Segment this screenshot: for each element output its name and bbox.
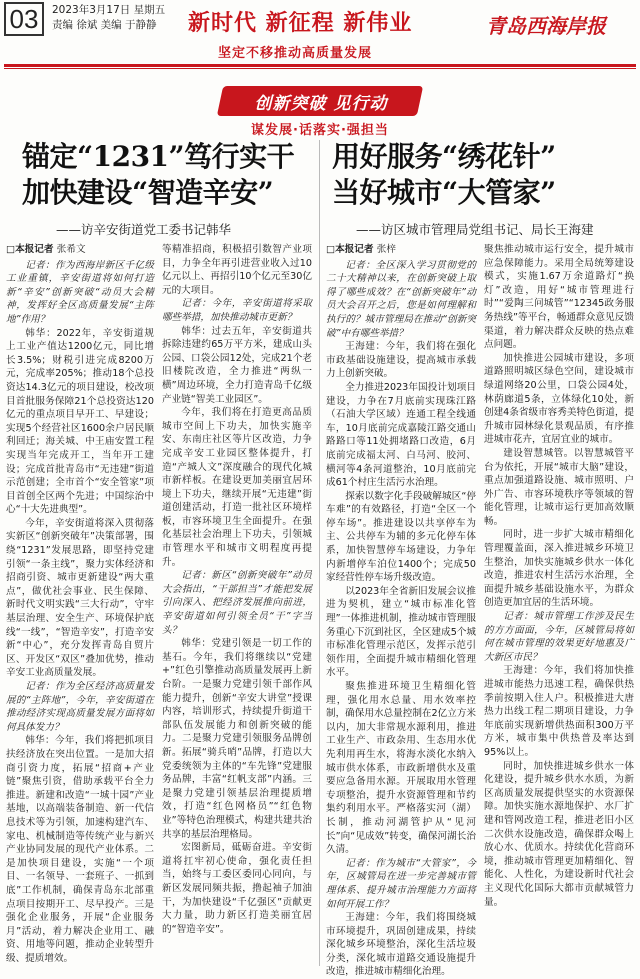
paragraph: 今年，辛安街道将深入贯彻落实新区“创新突破年”决策部署，围绕“1231”发展思路，即坚持党建引领“一条主线”，聚力实体经济和招商引资、城市更新建设“两大重点”，做优社会事业、民生保障、新时代文明实践“三大行动”，守牢基层治理、安全生产、环境保护底线“一线”，“智造辛安”，打造辛安新“中心”，充分发挥青岛自贸片区、开发区“双区”叠加优势，推动辛安工业高质量发展。 (6, 517, 154, 679)
paragraph: 探索以数字化手段破解城区“停车难”的有效路径，打造“全区一个停车场”。推进建设以共享停车为主、公共停车为辅的多元化停车体系，加快智慧停车场建设，力争年内新增停车泊位1400个；完成50家经营性停车场升级改造。 (326, 490, 476, 584)
paragraph: 记者：全区深入学习贯彻党的二十大精神以来，在创新突破上取得了哪些成效？在“创新突破年”动员大会召开之后，您是如何理解和执行的？城市管理局在推动“创新突破”中有哪些举措？ (326, 259, 476, 339)
paragraph: 记者：新区“创新突破年”动员大会指出，“干部担当”才能把发展引向深入、把经济发展推向前进，辛安街道如何引领全员“干”字当头？ (162, 570, 312, 636)
issue-meta (52, 3, 165, 33)
paragraph: 同时，加快推进城乡供水一体化建设，提升城乡供水水质，为新区高质量发展提供坚实的水资源保障。加快实施水源地保护、水厂扩建和管网改造工程，推进老旧小区二次供水设施改造，确保群众喝上放心水、优质水。持续优化营商环境，推动城市管理更加精细化、智能化、人性化，为建设新时代社会主义现代化国际大都市贡献城管力量。 (484, 760, 634, 908)
right-subheadline: ——访区城市管理局党组书记、局长王海建 (356, 222, 594, 237)
column-banner-title: 创新突破 见行动 (254, 94, 388, 114)
page-number: 03 (4, 2, 44, 36)
paragraph: 记者：作为城市“大管家”，今年，区城管局在进一步完善城市管理体系、提升城市治理能力方面将如何开展工作？ (326, 857, 476, 910)
date-line: 2023年3月17日 星期五 (52, 4, 166, 16)
paragraph: 宏图新局，砥砺奋进。辛安街道将扛牢初心使命，强化责任担当，始终与工委区委同心同向，与新区发展同频共振，撸起袖子加油干，为加快建设“千亿强区”贡献更大力量，助力新区打造美丽宜居的“智造辛安”。 (162, 842, 312, 935)
article-divider (319, 140, 320, 966)
paragraph: 韩华：今年，我们将把抓项目扶经济放在突出位置。一是加大招商引资力度，拓展“招商+产业链”聚焦引资，借助承载平台全力推进。新建和改造“一城十园”产业基地，以高端装备制造、新一代信息技术等为引领，加速构建汽车、家电、机械制造等传统产业与新兴产业协同发展的现代产业体系。二是加快项目建设，实施“一个项目、一名领导、一套班子、一抓到底”工作机制，确保青岛东北部重点项目按期开工、尽早投产。三是强化企业服务，开展“企业服务月”活动，着力解决企业用工、融资、用地等问题，推动企业转型升级、提质增效。 (6, 735, 154, 964)
left-subheadline: ——访辛安街道党工委书记韩华 (56, 222, 232, 237)
right-article-column-2 (484, 243, 634, 965)
section-subslogan: 坚定不移推动高质量发展 (218, 46, 373, 61)
right-headline-line2: 当好城市“大管家” (332, 176, 556, 209)
paragraph: 今年，我们将在打造更高品质城市空间上下功夫，加快实施辛安、东南庄社区等片区改造，力争完成辛安工业园区整体提升，打造“产城人文”深度融合的现代化城市新样板。在建设更加美丽宜居环境上下功夫，继续开展“无违建”街道创建活动，打造一批社区环境样板，市容环境卫生全面提升。在强化基层社会治理上下功夫，引领城市管理水平和城市文明程度再提升。 (162, 407, 312, 568)
paragraph: 建设智慧城管。以智慧城管平台为依托，开展“城市大脑”建设，重点加强道路设施、城市照明、户外广告、市容环境秩序等领域的智能化管理，让城市运行更加高效顺畅。 (484, 447, 634, 527)
editors-line: 责编 徐斌 美编 于静静 (52, 19, 157, 31)
paragraph: 韩华：过去五年，辛安街道共拆除违建约65万平方米，建成山头公园、口袋公园12处，完成21个老旧楼院改造，全力推进“两纵一横”周边环境，全力打造青岛千亿级产业链“智美工业园区”。 (162, 325, 312, 405)
left-article-column-1 (6, 243, 154, 965)
left-headline-line1: 锚定“1231”笃行实干 (22, 140, 295, 173)
right-byline: □本报记者 张梓 (326, 244, 396, 255)
paragraph: 同时，进一步扩大城市精细化管理覆盖面，深入推进城乡环境卫生整治，加快实施城乡供水一体化改造，推进农村生活污水治理，全面提升城乡基础设施水平，为群众创造更加宜居的生活环境。 (484, 529, 634, 609)
paragraph: 聚焦推进环境卫生精细化管理，强化用水总量、用水效率控制，确保用水总量控制在2亿立方米以内，加大非常规水源利用，推进工业生产、市政杂用、生态用水优先利用再生水，将海水淡化水纳入城市供水体系，市政新增供水及重要应急备用水源。开展取用水管理专项整治，提升水资源管理和节约集约利用水平。严格落实河（湖）长制，推动河湖管护从“见河长”向“见成效”转变，确保河湖长治久清。 (326, 681, 477, 856)
paragraph: 加快推进公园城市建设，多项道路照明城区绿色空间，建设城市绿道网络20公里，口袋公园4处，林荫廊道5条，立体绿化10处，新创建4条省级市容秀美特色街道，提升城市园林绿化景观品质，有序推进城市花卉，宜居宜业的城市。 (484, 352, 635, 446)
right-article-column-1 (326, 243, 477, 978)
paragraph: 记者：作为西海岸新区千亿级工业重镇，辛安街道将如何打造新“辛安”创新突破“动员大会精神，发挥好全区高质量发展“主阵地”作用？ (6, 259, 154, 325)
paragraph: 以2023年全省新旧发展会议推进为契机，建立“城市标准化管理”一体推进机制，推动城市管理服务重心下沉到社区，全区建成5个城市标准化管理示范区，发挥示范引领作用，全面提升城市精细化管理水平。 (326, 585, 477, 679)
paragraph: 聚焦推动城市运行安全，提升城市应急保障能力。采用全局统筹建设模式，实施1.67万余道路灯“换灯”改造，用好“城市管理进行时”“爱陶三问城管”“12345政务服务热线”等平台，畅通群众意见反馈渠道，着力解决群众反映的热点难点问题。 (484, 244, 634, 351)
paragraph: 记者：城市管理工作涉及民生的方方面面，今年，区城管局将如何在城市管理的效果更好地惠及广大新区市民？ (484, 611, 634, 663)
paragraph: 记者：作为全区经济高质量发展的“主阵地”，今年，辛安街道在推动经济实现高质量发展方面将如何具体发力？ (6, 681, 154, 733)
right-headline-line1: 用好服务“绣花针” (332, 140, 556, 173)
newspaper-logo: 青岛西海岸报 (486, 14, 606, 38)
section-slogan: 新时代 新征程 新伟业 (188, 10, 413, 36)
masthead-rule (4, 64, 636, 67)
paragraph: 王海建：今年，我们将围绕城市环境提升，巩固创建成果，持续深化城乡环境整治，深化生活垃圾分类，深化城市道路交通设施提升改造，推进城市精细化治理。 (326, 912, 476, 978)
paragraph: 全力推进2023年国投计划项目建设，力争在7月底前实现珠江路（石油大学区域）连通工程全线通车，10月底前完成嘉陵江路交通山路路口等11处拥堵路口改造，6月底前完成福太河、白马河、胶河、横河等4条河道整治，10月底前完成61个村庄生活污水治理。 (326, 381, 476, 489)
left-byline: □本报记者 张希文 (6, 244, 86, 255)
paragraph: 等精准招商，积极招引数智产业项目，力争全年再引进营业收入过10亿元以上、再招引10个亿元至30亿元的大项目。 (162, 244, 312, 296)
masthead-rule-thin (4, 68, 636, 69)
left-article-column-2 (162, 243, 312, 965)
paragraph: 韩华：2022年，辛安街道规上工业产值达1200亿元，同比增长3.5%；财税引进完成8200万元，完成率205%；推动18个总投资达14.3亿元的项目建设，校改项目首批服务保障21个总投资达120亿元的重点项目早开工、早建设；实现5个经营社区1600余户居民顺利回迁；海关城、中王庙安置工程实现当年完成开工，当年开工建设；完成首批青岛市“无违建”街道示范创建；全市首个“安全管家”项目首创全区两个先进；中国综治中心“十大先进典型”。 (6, 327, 154, 516)
masthead (0, 0, 640, 78)
left-headline-line2: 加快建设“智造辛安” (22, 176, 274, 209)
column-banner-subtitle: 谋发展·话落实·强担当 (251, 123, 389, 138)
paragraph: 记者：今年，辛安街道将采取哪些举措，加快推动城市更新？ (162, 298, 312, 323)
paragraph: 王海建：今年，我们将加快推进城市能热力迅速工程，确保供热季前按期入住人户。积极推进大唐热力出线工程二期项目建设，力争年底前实现新增供热面积300万平方米，城市集中供热普及率达到95%以上。 (484, 665, 634, 758)
paragraph: 王海建：今年，我们将在强化市政基础设施建设，提高城市承载力上创新突破。 (326, 341, 476, 380)
paragraph: 韩华：党建引领是一切工作的基石。今年，我们将继续以“党建+”红色引擎推动高质量发展再上新台阶。一是聚力党建引领千部作风能力提升，创新“辛安大讲堂”授课内容，培训形式，持续提升街道干部队伍发展能力和创新突破的能力。二是聚力党建引领服务品牌创新。拓展“骑兵哨”品牌，打造以大党委统领为主体的“车先锋”党建服务品牌，丰富“红帆支部”内涵。三是聚力党建引领基层治理提质增效，打造“红色网格员”“红色物业”等特色治理模式，构建共建共治共享的基层治理格局。 (162, 638, 312, 840)
